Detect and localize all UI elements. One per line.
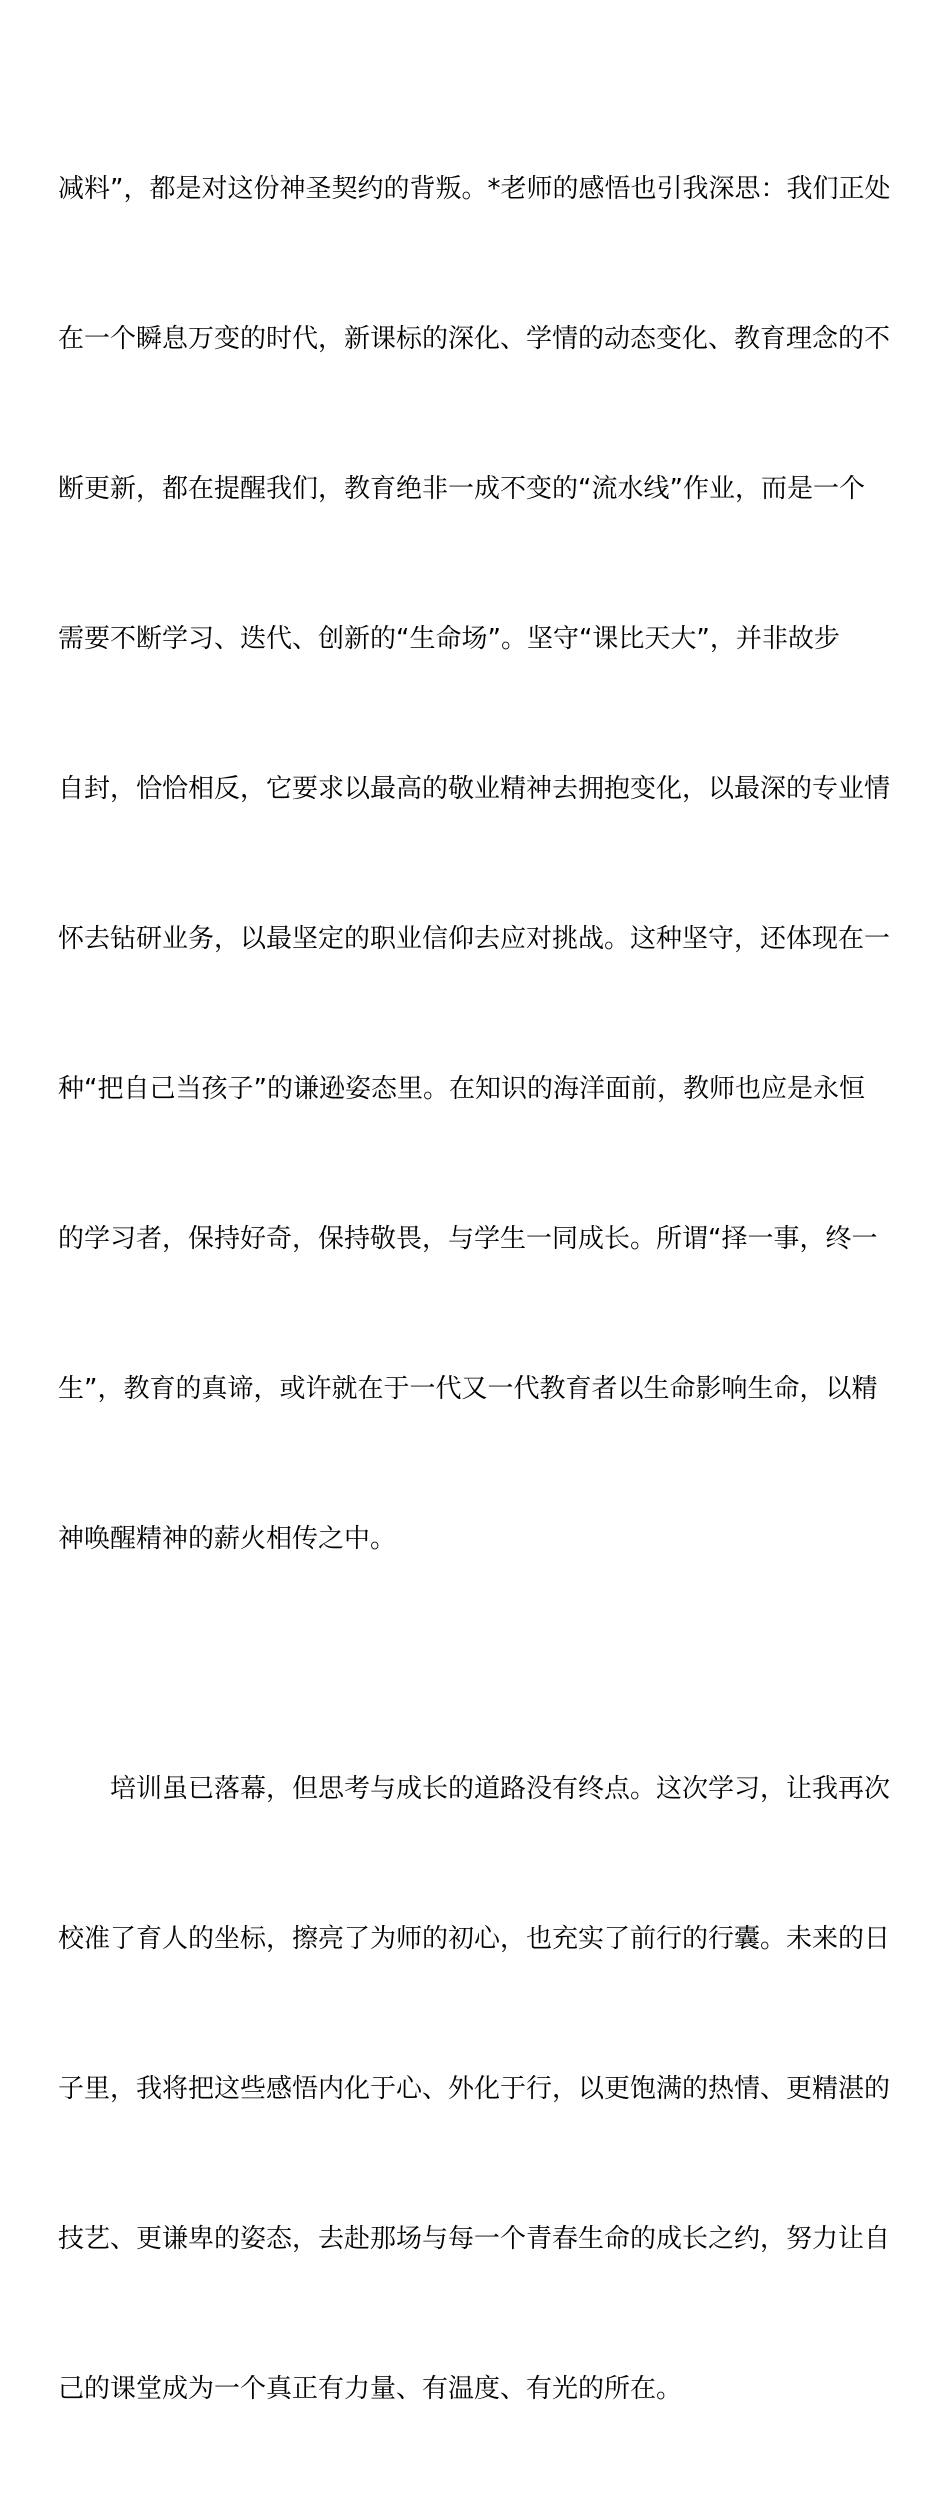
text-line: 自封，恰恰相反，它要求以最高的敬业精神去拥抱变化，以最深的专业情 — [58, 774, 891, 804]
paragraph-1 — [58, 64, 890, 1664]
text-line: 技艺、更谦卑的姿态，去赴那场与每一个青春生命的成长之约，努力让自 — [58, 2224, 891, 2254]
text-line: 子里，我将把这些感悟内化于心、外化于行，以更饱满的热情、更精湛的 — [58, 2074, 891, 2104]
text-line: 培训虽已落幕，但思考与成长的道路没有终点。这次学习，让我再次 — [110, 1774, 891, 1804]
text-line: 生”，教育的真谛，或许就在于一代又一代教育者以生命影响生命，以精 — [58, 1374, 878, 1404]
text-line: 断更新，都在提醒我们，教育绝非一成不变的“流水线”作业，而是一个 — [58, 474, 865, 504]
text-line: 的学习者，保持好奇，保持敬畏，与学生一同成长。所谓“择一事，终一 — [58, 1224, 878, 1254]
text-line: 需要不断学习、迭代、创新的“生命场”。坚守“课比天大”，并非故步 — [58, 624, 840, 654]
text-line: 在一个瞬息万变的时代，新课标的深化、学情的动态变化、教育理念的不 — [58, 324, 891, 354]
document-body — [58, 64, 890, 2514]
text-line: 校准了育人的坐标，擦亮了为师的初心，也充实了前行的行囊。未来的日 — [58, 1924, 891, 1954]
text-line: 怀去钻研业务，以最坚定的职业信仰去应对挑战。这种坚守，还体现在一 — [58, 924, 891, 954]
text-line: 神唤醒精神的薪火相传之中。 — [58, 1524, 397, 1554]
text-line: 种“把自己当孩子”的谦逊姿态里。在知识的海洋面前，教师也应是永恒 — [58, 1074, 865, 1104]
text-line: 减料”，都是对这份神圣契约的背叛。*老师的感悟也引我深思：我们正处 — [58, 174, 891, 204]
paragraph-2 — [58, 1664, 890, 2514]
text-line: 己的课堂成为一个真正有力量、有温度、有光的所在。 — [58, 2374, 683, 2404]
